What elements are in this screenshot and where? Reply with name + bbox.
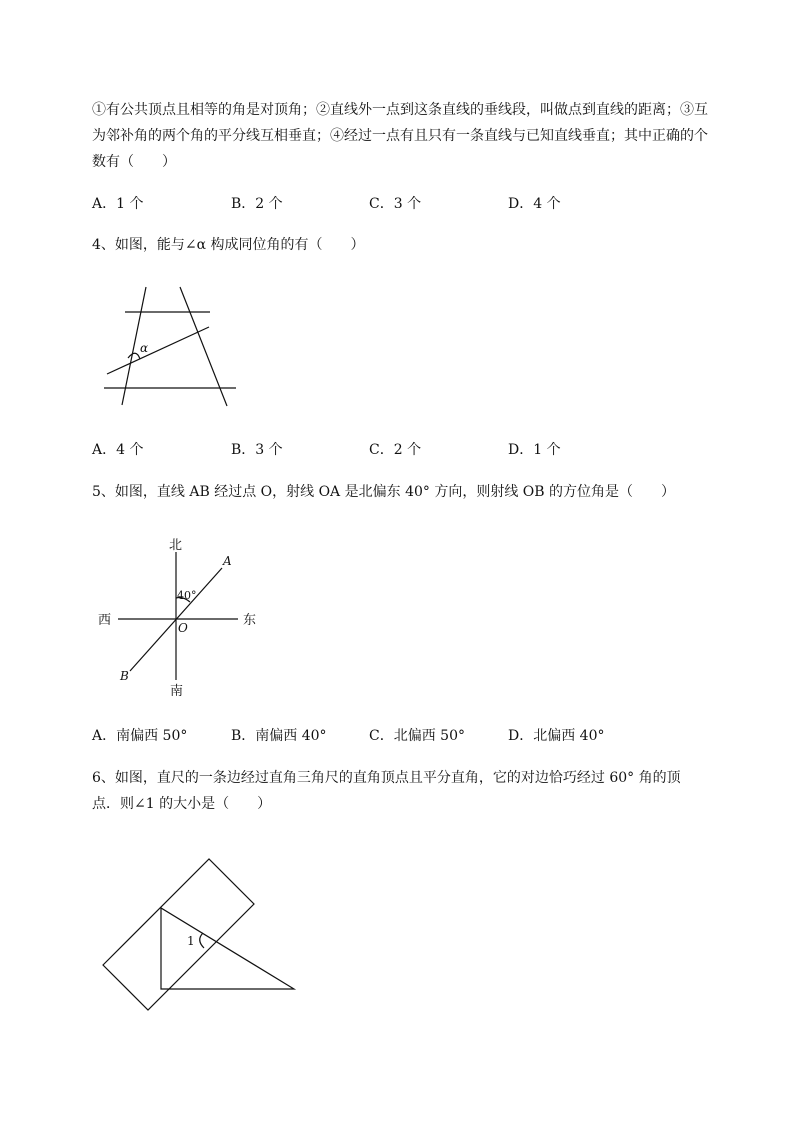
q6-ruler bbox=[103, 859, 254, 1010]
q5-point-a-label: A bbox=[223, 554, 232, 568]
q5-angle-label: 40° bbox=[177, 589, 197, 602]
q5-option-c: C．北偏西 50° bbox=[369, 728, 465, 744]
q5-south-label: 南 bbox=[170, 684, 184, 699]
q3-text-line-2: 为邻补角的两个角的平分线互相垂直；④经过一点有且只有一条直线与已知直线垂直；其中正确的个 bbox=[92, 128, 708, 144]
q5-option-d: D．北偏西 40° bbox=[508, 728, 605, 744]
q3-option-a: A．1 个 bbox=[92, 196, 144, 212]
q5-west-label: 西 bbox=[98, 613, 112, 628]
q4-option-a: A．4 个 bbox=[92, 442, 144, 458]
q5-point-o-label: O bbox=[178, 621, 188, 635]
q4-option-d: D．1 个 bbox=[508, 442, 561, 458]
q6-text-line-1: 6、如图，直尺的一条边经过直角三角尺的直角顶点且平分直角，它的对边恰巧经过 60° 角的顶 bbox=[92, 770, 681, 786]
q3-option-d: D．4 个 bbox=[508, 196, 561, 212]
q5-point-b-label: B bbox=[120, 669, 129, 683]
q4-option-b: B．3 个 bbox=[231, 442, 283, 458]
q3-text-line-3: 数有（ ） bbox=[92, 154, 176, 170]
q4-question-text: 4、如图，能与∠α 构成同位角的有（ ） bbox=[92, 237, 365, 253]
q5-option-a: A．南偏西 50° bbox=[92, 728, 188, 744]
q4-option-c: C．2 个 bbox=[369, 442, 422, 458]
q6-text-line-2: 点．则∠1 的大小是（ ） bbox=[92, 796, 272, 812]
q4-alpha-label: α bbox=[140, 341, 149, 355]
q6-angle-arc bbox=[200, 933, 204, 948]
q3-option-b: B．2 个 bbox=[231, 196, 283, 212]
q3-option-c: C．3 个 bbox=[369, 196, 422, 212]
q5-east-label: 东 bbox=[243, 613, 257, 628]
q3-text-line-1: ①有公共顶点且相等的角是对顶角；②直线外一点到这条直线的垂线段，叫做点到直线的距离；③互 bbox=[92, 102, 708, 118]
q5-option-b: B．南偏西 40° bbox=[231, 728, 327, 744]
q5-north-label: 北 bbox=[169, 538, 183, 553]
q5-question-text: 5、如图，直线 AB 经过点 O，射线 OA 是北偏东 40° 方向，则射线 OB 的方位角是（ ） bbox=[92, 484, 676, 500]
q6-angle-1-label: 1 bbox=[187, 934, 195, 948]
